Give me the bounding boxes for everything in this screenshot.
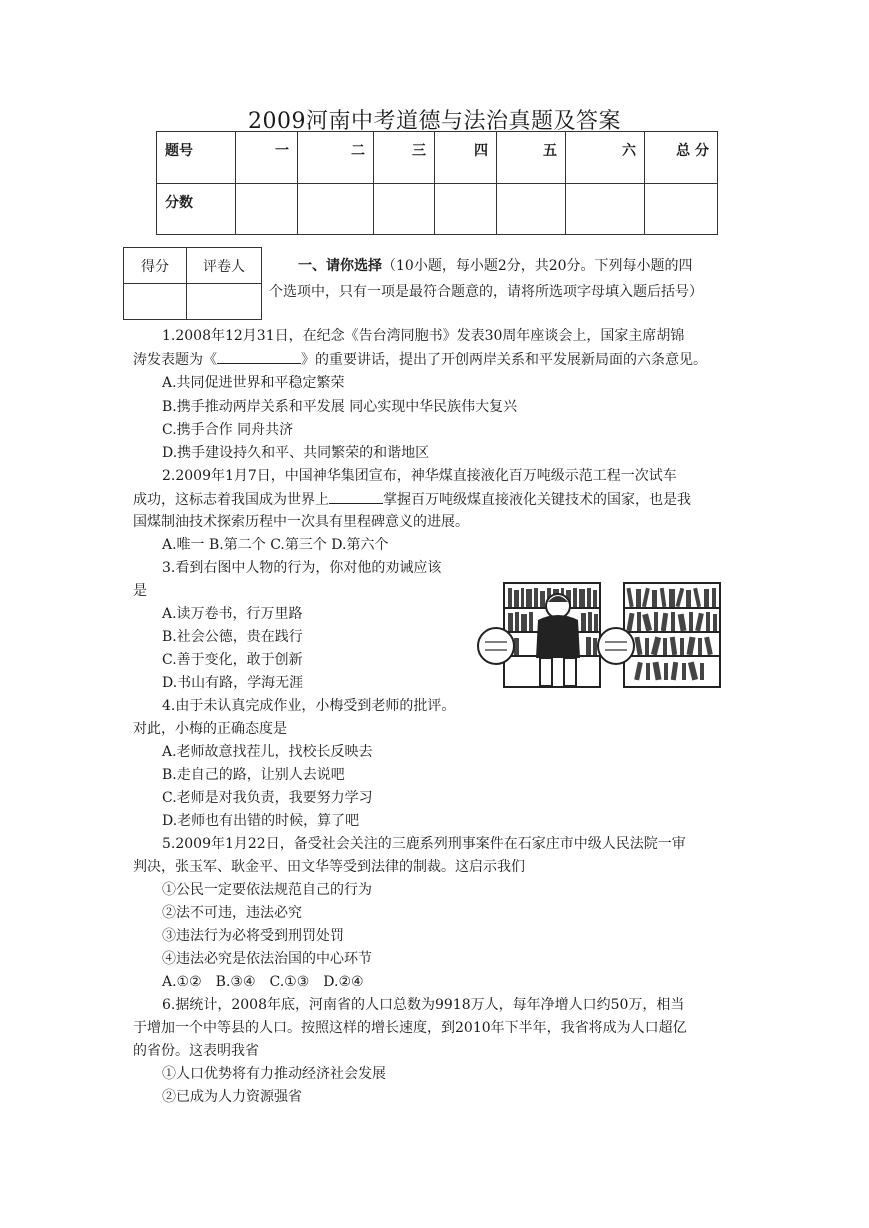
question-2-text: 2.2009年1月7日，中国神华集团宣布，神华煤直接液化百万吨级示范工程一次试车	[162, 468, 677, 484]
question-5-text-cont: 判决，张玉军、耿金平、田文华等受到法律的制裁。这启示我们	[133, 859, 525, 875]
statement-1: ①人口优势将有力推动经济社会发展	[162, 1066, 386, 1082]
option-d: D.老师也有出错的时候，算了吧	[162, 813, 360, 829]
statement-2: ②已成为人力资源强省	[162, 1089, 302, 1105]
section-intro-cont: 个选项中，只有一项是最符合题意的，请将所选项字母填入题后括号）	[269, 284, 703, 300]
question-6-text-cont: 的省份。这表明我省	[133, 1043, 259, 1059]
section-intro: （10小题，每小题2分，共20分。下列每小题的四	[382, 258, 693, 274]
score-table-score-row	[157, 184, 718, 235]
score-header-cell: 题号	[157, 132, 236, 184]
question-6-text-cont: 于增加一个中等县的人口。按照这样的增长速度，到2010年下半年，我省将成为人口超亿	[133, 1020, 687, 1036]
option-b: B.社会公德，贵在践行	[162, 629, 303, 645]
statement-2: ②法不可违，违法必究	[162, 905, 302, 921]
answer-blank	[217, 348, 301, 364]
question-1-text-cont: 涛发表题为《 》的重要讲话，提出了开创两岸关系和平发展新局面的六条意见。	[133, 348, 707, 371]
question-4-text: 4.由于未认真完成作业，小梅受到老师的批评。	[162, 698, 456, 714]
section-heading: 一、请你选择	[298, 258, 382, 274]
score-cell	[566, 184, 645, 235]
option-b: B.携手推动两岸关系和平发展 同心实现中华民族伟大复兴	[162, 399, 518, 415]
score-header-cell: 一	[236, 132, 298, 184]
question-2-text-cont: 国煤制油技术探索历程中一次具有里程碑意义的进展。	[133, 514, 469, 530]
option-a: A.共同促进世界和平稳定繁荣	[162, 375, 345, 391]
grader-score-label: 得分	[124, 248, 187, 284]
score-header-cell: 二	[298, 132, 374, 184]
question-3-text-cont: 是	[133, 583, 147, 599]
option-c: C.老师是对我负责，我要努力学习	[162, 790, 373, 806]
question-5-text: 5.2009年1月22日，备受社会关注的三鹿系列刑事案件在石家庄市中级人民法院一审	[162, 836, 686, 852]
question-5-options: A.①② B.③④ C.①③ D.②④	[162, 974, 364, 990]
question-4-text-cont: 对此，小梅的正确态度是	[133, 721, 287, 737]
option-a: A.读万卷书，行万里路	[162, 606, 303, 622]
section-heading-line	[298, 255, 693, 277]
score-cell	[374, 184, 435, 235]
question-3-text: 3.看到右图中人物的行为，你对他的劝诫应该	[162, 560, 442, 576]
score-header-cell: 五	[497, 132, 566, 184]
option-b: B.走自己的路，让别人去说吧	[162, 767, 345, 783]
page-title: 2009河南中考道德与法治真题及答案	[248, 109, 621, 134]
grader-box	[123, 247, 262, 320]
grader-reviewer-label: 评卷人	[187, 248, 262, 284]
option-d: D.书山有路，学海无涯	[162, 675, 304, 691]
question-2-text-cont: 成功，这标志着我国成为世界上 掌握百万吨级煤直接液化关键技术的国家，也是我	[133, 488, 691, 511]
score-header-cell: 三	[374, 132, 435, 184]
score-cell	[236, 184, 298, 235]
statement-3: ③违法行为必将受到刑罚处罚	[162, 928, 344, 944]
score-header-cell: 六	[566, 132, 645, 184]
score-table-header-row	[157, 132, 718, 184]
score-cell	[497, 184, 566, 235]
grader-reviewer-cell	[187, 284, 262, 320]
score-cell	[298, 184, 374, 235]
option-d: D.携手建设持久和平、共同繁荣的和谐地区	[162, 445, 430, 461]
score-table	[156, 131, 718, 235]
grader-score-cell	[124, 284, 187, 320]
score-cell	[645, 184, 718, 235]
question-1-text: 1.2008年12月31日，在纪念《告台湾同胞书》发表30周年座谈会上，国家主席胡锦	[162, 328, 685, 344]
question-2-options: A.唯一 B.第二个 C.第三个 D.第六个	[162, 537, 389, 553]
score-row-label: 分数	[157, 184, 236, 235]
question-6-text: 6.据统计，2008年底，河南省的人口总数为9918万人，每年净增人口约50万，相当	[162, 997, 685, 1013]
option-c: C.携手合作 同舟共济	[162, 422, 294, 438]
option-a: A.老师故意找茬儿，找校长反映去	[162, 744, 373, 760]
cartoon-illustration	[476, 580, 726, 690]
score-cell	[435, 184, 497, 235]
answer-blank	[329, 488, 383, 504]
score-header-cell: 总 分	[645, 132, 718, 184]
option-c: C.善于变化，敢于创新	[162, 652, 303, 668]
statement-1: ①公民一定要依法规范自己的行为	[162, 882, 372, 898]
score-header-cell: 四	[435, 132, 497, 184]
statement-4: ④违法必究是依法治国的中心环节	[162, 951, 372, 967]
